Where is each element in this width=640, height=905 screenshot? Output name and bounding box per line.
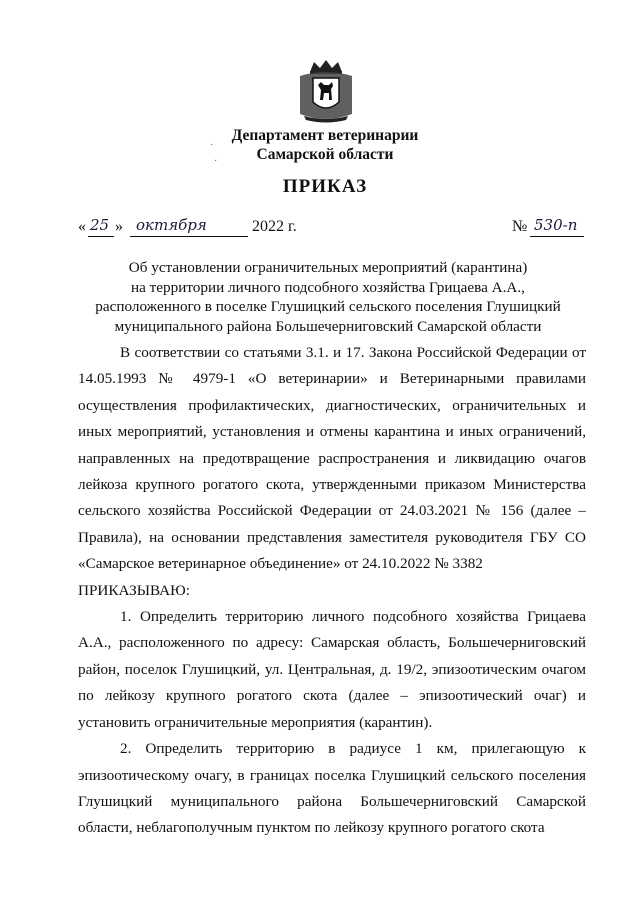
coat-of-arms-icon: [296, 58, 356, 124]
date-number-line: [78, 218, 586, 244]
scan-dot: ·: [214, 156, 218, 167]
subject-line: расположенного в поселке Глушицкий сельского поселения Глушицкий: [95, 298, 561, 315]
subject-line: Об установлении ограничительных мероприятий (карантина): [128, 259, 528, 276]
number-underline: [530, 236, 584, 237]
department-name: Департамент ветеринарии: [231, 127, 419, 144]
subject-line: на территории личного подсобного хозяйства Грицаева А.А.,: [131, 278, 525, 296]
date-day: 25: [90, 216, 110, 234]
date-month: октября: [136, 216, 207, 234]
day-underline: [88, 236, 114, 237]
order-item-1: 1. Определить территорию личного подсобного хозяйства Грицаева А.А., расположенного по адресу: Самарская область, Большечерниговский район, поселок Глушицкий, ул. Центральная, д. 19/2, эпизоотическим очагом по лейкозу крупного рогатого скота (далее – эпизоотический очаг) и установить ограничительные мероприятия (карантин).: [78, 608, 586, 731]
document-title: ПРИКАЗ: [282, 176, 368, 197]
date-open-quote: «: [78, 218, 86, 235]
subject-line: муниципального района Большечерниговский Самарской области: [114, 317, 542, 335]
order-body: [78, 340, 586, 842]
department-region: Самарской области: [256, 146, 394, 163]
number-prefix: №: [512, 218, 528, 235]
order-word: ПРИКАЗЫВАЮ:: [78, 581, 190, 599]
order-item-2: 2. Определить территорию в радиусе 1 км, прилегающую к эпизоотическому очагу, в границах поселка Глушицкий сельского поселения Глушицкий муниципального района Большечерниговский Самарской области, неблагополучным пунктом по лейкозу крупного рогатого скота: [78, 740, 586, 837]
order-subject: [70, 258, 586, 336]
date-year: 2022 г.: [252, 218, 297, 235]
date-close-quote: »: [115, 218, 123, 235]
preamble-paragraph: В соответствии со статьями 3.1. и 17. Закона Российской Федерации от 14.05.1993 № 4979-1 «О ветеринарии» и Ветеринарными правилами осуществления профилактических, диагностических, ограничительных и иных мероприятий, установления и отмены карантина и иных ограничений, направленных на предотвращение распространения и ликвидацию очагов лейкоза крупного рогатого скота, утвержденными приказом Министерства сельского хозяйства Российской Федерации от 24.03.2021 № 156 (далее – Правила), на основании представления заместителя руководителя ГБУ СО «Самарское ветеринарное объединение» от 24.10.2022 № 3382: [78, 344, 586, 573]
order-number: 530-п: [534, 216, 578, 234]
month-underline: [130, 236, 248, 237]
scan-dot: ·: [210, 140, 214, 151]
